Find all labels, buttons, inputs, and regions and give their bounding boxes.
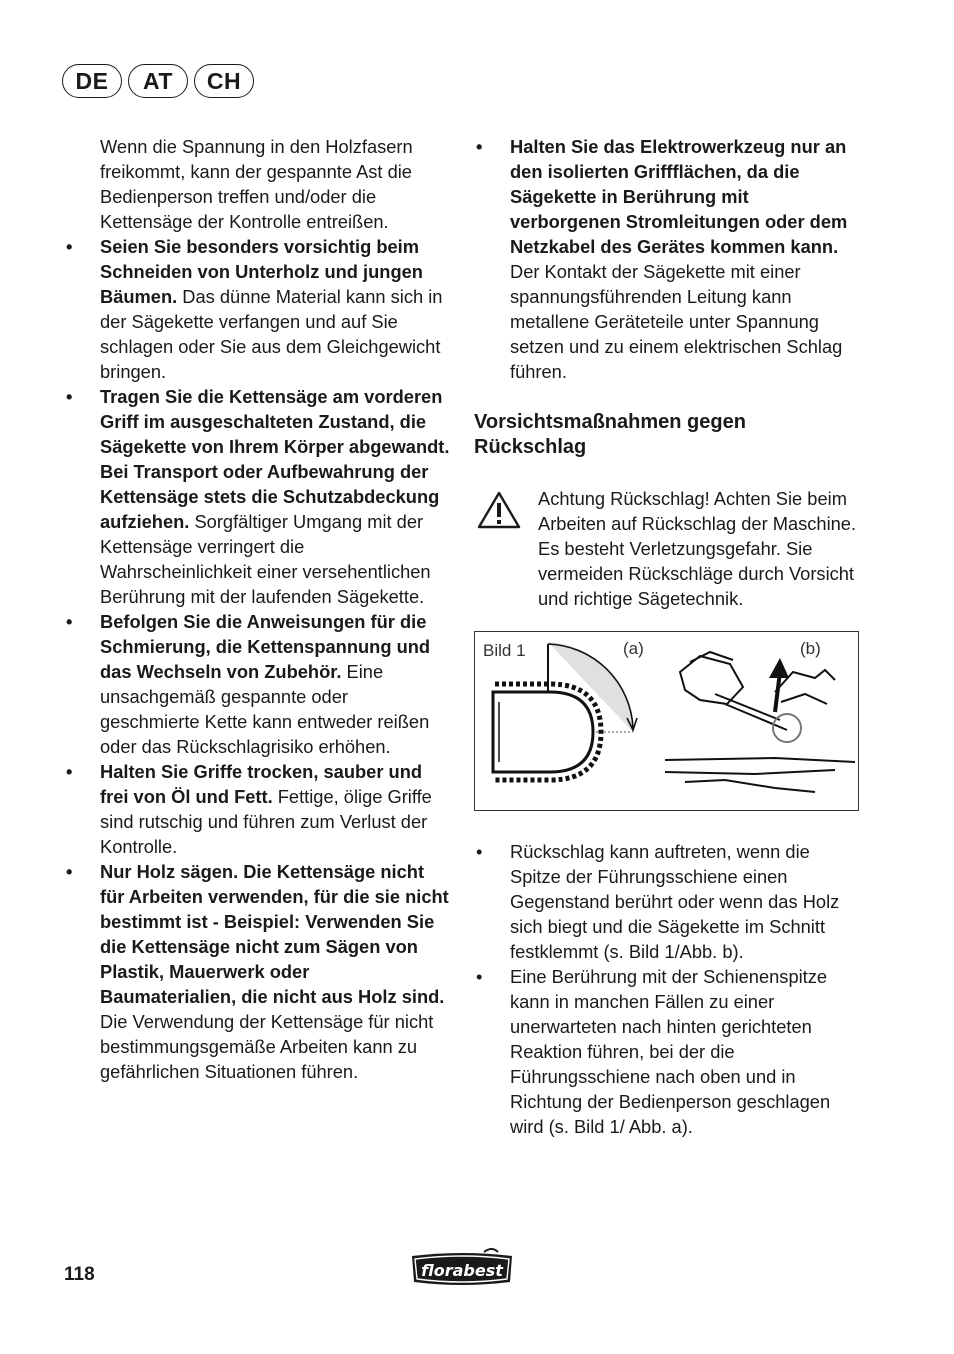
bullet: • bbox=[476, 136, 483, 157]
intro-paragraph: Wenn die Spannung in den Holzfasern freikommt, kann der gespannte Ast die Bedienperson treffen und/oder die Kettensäge der Kontrolle entreißen. bbox=[100, 136, 413, 232]
bullet: • bbox=[476, 841, 483, 862]
badge-at: AT bbox=[128, 64, 188, 98]
list-item bbox=[64, 759, 450, 859]
florabest-logo bbox=[406, 1248, 518, 1288]
list-item bbox=[474, 839, 862, 964]
svg-text:florabest: florabest bbox=[421, 1261, 503, 1280]
item-bold-text: Halten Sie Griffe trocken, sauber und frei von Öl und Fett. bbox=[100, 761, 423, 807]
language-badges bbox=[62, 64, 254, 98]
item-text: Eine Berührung mit der Schienenspitze kann in manchen Fällen zu einer unerwarteten nach hinten gerichteten Reaktion führen, bei der die Führungsschiene nach oben und in Richtung der Bedienperson geschlagen wird (s. Bild 1/ Abb. a). bbox=[510, 966, 831, 1137]
bullet: • bbox=[66, 611, 73, 632]
page-number: 118 bbox=[64, 1264, 95, 1285]
figure-label-b: (b) bbox=[800, 639, 821, 658]
list-item bbox=[474, 964, 862, 1139]
list-item bbox=[64, 609, 450, 759]
item-text: Die Verwendung der Kettensäge für nicht bestimmungsgemäße Arbeiten kann zu gefährlichen Situationen führen. bbox=[100, 1011, 434, 1082]
bullet: • bbox=[476, 966, 483, 987]
figure-title: Bild 1 bbox=[483, 641, 526, 660]
item-text: Eine unsachgemäß gespannte oder geschmierte Kette kann entweder reißen oder das Rückschlagrisiko erhöhen. bbox=[100, 661, 430, 757]
list-item bbox=[64, 384, 450, 609]
item-text: Der Kontakt der Sägekette mit einer spannungsführenden Leitung kann metallene Geräteteile unter Spannung setzen und zu einem elektrischen Schlag führen. bbox=[510, 261, 843, 382]
left-column bbox=[64, 134, 450, 1084]
warning-block bbox=[474, 486, 862, 611]
list-item bbox=[64, 234, 450, 384]
badge-ch: CH bbox=[194, 64, 254, 98]
kickback-figure bbox=[474, 631, 859, 811]
item-text: Fettige, ölige Griffe sind rutschig und führen zum Verlust der Kontrolle. bbox=[100, 786, 432, 857]
item-bold-text: Seien Sie besonders vorsichtig beim Schneiden von Unterholz und jungen Bäumen. bbox=[100, 236, 423, 307]
badge-de: DE bbox=[62, 64, 122, 98]
list-item bbox=[474, 134, 862, 384]
bullet: • bbox=[66, 236, 73, 257]
item-bold-text: Halten Sie das Elektrowerkzeug nur an den isolierten Griffflächen, da die Sägekette in Berührung mit verborgenen Stromleitungen oder dem Netzkabel des Gerätes kommen kann. bbox=[510, 136, 848, 257]
bullet: • bbox=[66, 761, 73, 782]
figure-label-a: (a) bbox=[623, 639, 644, 658]
bullet: • bbox=[66, 861, 73, 882]
item-bold-text: Nur Holz sägen. Die Kettensäge nicht für Arbeiten verwenden, für die sie nicht bestimmt ist - Beispiel: Verwenden Sie die Kettensäge nicht zum Sägen von Plastik, Mauerwerk oder Baumaterialien, die nicht aus Holz sind. bbox=[100, 861, 449, 1007]
item-bold-text: Tragen Sie die Kettensäge am vorderen Griff im ausgeschalteten Zustand, die Sägekette von Ihrem Körper abgewandt. Bei Transport oder Aufbewahrung der Kettensäge stets die Schutzabdeckung aufziehen. bbox=[100, 386, 450, 532]
item-text: Das dünne Material kann sich in der Sägekette verfangen und auf Sie schlagen oder Sie aus dem Gleichgewicht bringen. bbox=[100, 286, 443, 382]
section-heading: Vorsichtsmaßnahmen gegen Rückschlag bbox=[474, 411, 746, 458]
kickback-list bbox=[474, 839, 862, 1139]
bullet: • bbox=[66, 386, 73, 407]
item-bold-text: Befolgen Sie die Anweisungen für die Schmierung, die Kettenspannung und das Wechseln von Zubehör. bbox=[100, 611, 431, 682]
right-column bbox=[474, 134, 862, 1139]
item-text: Sorgfältiger Umgang mit der Kettensäge verringert die Wahrscheinlichkeit einer versehentlichen Berührung mit der laufenden Sägekette. bbox=[100, 511, 431, 607]
warning-triangle-icon bbox=[476, 490, 522, 530]
item-text: Rückschlag kann auftreten, wenn die Spitze der Führungsschiene einen Gegenstand berührt oder wenn das Holz sich biegt und die Sägekette im Schnitt festklemmt (s. Bild 1/Abb. b). bbox=[510, 841, 840, 962]
warning-text: Achtung Rückschlag! Achten Sie beim Arbeiten auf Rückschlag der Maschine. Es besteht Verletzungsgefahr. Sie vermeiden Rückschläge durch Vorsicht und richtige Sägetechnik. bbox=[538, 488, 857, 609]
list-item bbox=[64, 859, 450, 1084]
